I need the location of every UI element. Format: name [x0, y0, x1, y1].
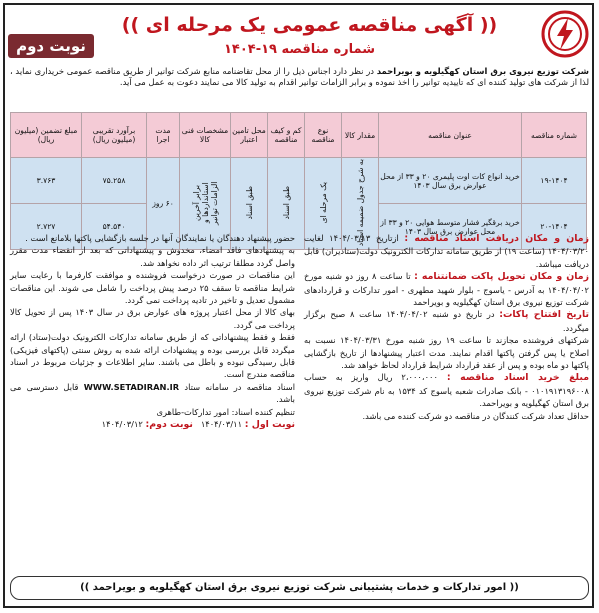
th-duration: مدت اجرا [147, 113, 180, 158]
th-estimate: برآورد تقریبی (میلیون ریال) [82, 113, 147, 158]
left-column [10, 232, 295, 432]
setad-link[interactable]: WWW.SETADIRAN.IR [83, 381, 180, 392]
th-funding: محل تامین اعتبار [231, 113, 268, 158]
tender-table [10, 112, 587, 250]
footer-banner: (( امور تدارکات و خدمات پشتیبانی شرکت توزیع نیروی برق استان کهگیلویه و بویراحمد )) [10, 576, 589, 600]
prepayment-paragraph: این مناقصات در صورت درخواست فروشنده و موافقت کارفرما با رعایت سایر شرایط مناقصه تا سقف ۲۵ درصد پیش پرداخت را شامل می شوند. این مناقصات مشمول تعدیل و تاخیر در تادیه پرداخت نمی گردد. [10, 270, 295, 306]
cell-qty: به شرح جدول ضمیمه اسناد [342, 158, 379, 250]
opening-section: تاریخ افتتاح پاکات: در تاریخ دو شنبه ۱۴۰۴/۰۴/۰۲ ساعت ۸ صبح برگزار میگردد. [304, 309, 589, 333]
publication-dates: نوبت اول : ۱۴۰۴/۰۳/۱۱ نوبت دوم: ۱۴۰۴/۰۳/۱۲ [101, 419, 295, 431]
table-row [11, 158, 587, 204]
setad-only-paragraph: فقط و فقط پیشنهاداتی که از طریق سامانه تدارکات الکترونیک دولت(ستاد) ارائه میگردد قابل بررسی بوده و پیشنهادات ارائه شده به روش سنتی (پاکتهای فیزیکی) قابل رسیدگی نبوده و باطل می باشند. سایر اطلاعات و جزئیات مربوط در اسناد مناقصه مندرج است. [10, 332, 295, 380]
cell-specs: برابر آخرین استانداردها و الزامات توانیر [180, 158, 231, 250]
table-header-row [11, 113, 587, 158]
guarantee-delivery-section: زمان و مکان تحویل پاکت ضمانتنامه : تا ساعت ۸ روز دو شنبه مورخ ۱۴۰۴/۰۴/۰۲ به آدرس - یاسوج - بلوار شهید مطهری - امور تدارکات و قراردادهای شرکت توزیع نیروی برق استان کهگیلویه و بویراحمد [304, 271, 590, 308]
cell-estimate: ۷۵.۲۵۸ [82, 158, 147, 204]
cell-quality: طبق اسناد [268, 158, 305, 250]
payment-paragraph: بهای کالا از محل اعتبار پروژه های عوارض برق در سال ۱۴۰۳ پس از تحویل کالا پرداخت می گردد. [10, 307, 295, 330]
cell-funding: طبق اسناد [231, 158, 268, 250]
invalid-bids-paragraph: به پیشنهادهای فاقد امضاء، مخدوش و پیشنهاداتی که بعد از انقضاء مدت مقرر واصل گردد مطلقا ترتیب اثر داده نخواهد شد. [10, 245, 295, 268]
th-quality: کم و کیف مناقصه [268, 113, 305, 158]
attendance-paragraph: حضور پیشنهاد دهندگان یا نمایندگان آنها در جلسه بازگشایی پاکتها بلامانع است . [25, 233, 295, 243]
cell-number: ۱۹-۱۴۰۴ [522, 158, 587, 204]
th-guarantee: مبلغ تضمین (میلیون ریال) [11, 113, 82, 158]
tender-number: شماره مناقصه ۱۹-۱۴۰۴ [223, 42, 376, 57]
electricity-company-logo [541, 10, 589, 58]
cell-title: خرید انواع کات اوت پلیمری ۲۰ و ۳۳ از محل عوارض برق سال ۱۴۰۳ [379, 158, 522, 204]
cell-guarantee: ۳.۷۶۳ [11, 158, 82, 204]
cell-guarantee: ۲.۷۲۷ [11, 204, 82, 250]
amendment-paragraph: شرکتهای فروشنده مجازند تا ساعت ۱۹ روز شنبه مورخ ۱۴۰۴/۰۳/۳۱ نسبت به اصلاح یا پس گرفتن پاکتها اقدام نمایند. مدت اعتبار پیشنهادها از تاریخ بازگشایی پاکتها دو ماه بوده و پس از عقد قرارداد شرایط قرارداد لحاظ خواهد شد. [304, 335, 589, 371]
intro-paragraph [10, 66, 589, 88]
intro-text: در نظر دارد اجناس ذیل را از محل تقاضنامه منابع شرکت توانیر از طریق مناقصه عمومی خریداری نماید ، لذا از شرکت های تولید کننده ای که تاییدیه توانیر را اخذ نموده و برابر الزامات توانیر اقدام به تولید کالا می نمایند دعوت به عمل می آید. [10, 66, 589, 87]
th-type: نوع مناقصه [305, 113, 342, 158]
min-participants: حداقل تعداد شرکت کنندگان در مناقصه دو شرکت کننده می باشد. [362, 410, 589, 421]
right-column [304, 232, 589, 422]
publication-badge: نوبت دوم [8, 34, 94, 58]
company-name: شرکت توزیع نیروی برق استان کهگیلویه و بویراحمد [376, 66, 589, 76]
th-number: شماره مناقصه [522, 113, 587, 158]
cell-title: خرید برقگیر فشار متوسط هوایی ۲۰ و ۳۳ از محل عوارض برق سال ۱۴۰۳ [379, 204, 522, 250]
cell-duration: ۶۰ روز [147, 158, 180, 250]
cell-number: ۲۰-۱۴۰۴ [522, 204, 587, 250]
th-qty: مقدار کالا [342, 113, 379, 158]
th-specs: مشخصات فنی کالا [180, 113, 231, 158]
notice-title: (( آگهی مناقصه عمومی یک مرحله ای )) [121, 14, 498, 36]
th-title: عنوان مناقصه [379, 113, 522, 158]
cell-estimate: ۵۴.۵۴۰ [82, 204, 147, 250]
doc-price-section: مبلغ خرید اسناد مناقصه : ۲،۰۰۰،۰۰۰ ریال واریز به حساب ۰۱۰۱۹۱۳۱۹۶۰۰۸ - بانک صادرات شعبه یاسوج کد ۱۵۳۴ به نام شرکت توزیع نیروی برق استان کهگیلویه و بویراحمد. [304, 372, 590, 409]
setad-access-paragraph: اسناد مناقصه در سامانه ستاد WWW.SETADIRAN.IR قابل دسترسی می باشد. [10, 381, 295, 405]
doc-receipt-section: زمان و مکان دریافت اسناد مناقصه : ازتاریخ ۱۴۰۴/۰۳/۱۳ لغایت ۱۴۰۴/۰۳/۲۰ (ساعت ۱۹) از طریق سامانه تدارکات الکترونیک دولت(ستادیران) قابل دریافت میباشد. [304, 233, 589, 269]
prepared-by: تنظیم کننده اسناد: امور تدارکات-طاهری [156, 406, 295, 417]
cell-type: یک مرحله ای [305, 158, 342, 250]
